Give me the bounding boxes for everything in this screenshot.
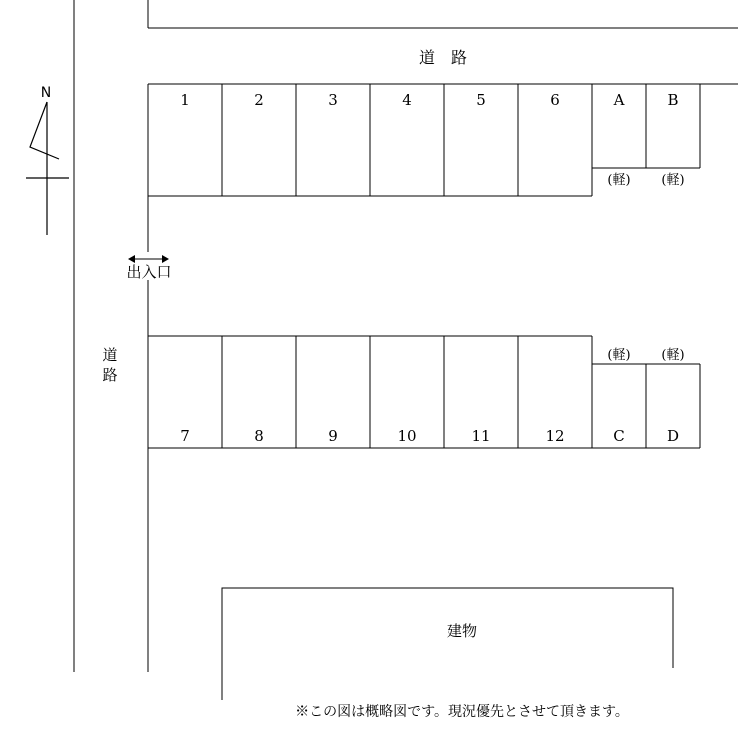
top-row-spaces	[148, 84, 592, 196]
entrance-label: 出入口	[126, 263, 172, 281]
space-9-label: 9	[328, 427, 338, 445]
entrance-arrow-left-icon	[128, 255, 135, 263]
space-a-label: A	[613, 91, 625, 109]
top-road-label: 道 路	[418, 48, 468, 67]
space-b-kei-label: (軽)	[661, 173, 685, 188]
space-12-label: 12	[545, 427, 565, 445]
entrance-arrow-right-icon	[162, 255, 169, 263]
space-a-kei-label: (軽)	[607, 173, 631, 188]
space-d-kei-label: (軽)	[661, 348, 685, 363]
space-d-label: D	[666, 427, 680, 445]
space-c-label: C	[613, 427, 625, 445]
building	[222, 588, 673, 700]
space-c-kei-label: (軽)	[607, 348, 631, 363]
north-label: N	[40, 85, 52, 101]
space-4-label: 4	[402, 91, 412, 109]
space-b-label: B	[667, 91, 679, 109]
left-road-label-1: 道	[102, 346, 118, 364]
space-7-label: 7	[180, 427, 190, 445]
disclaimer-note: ※この図は概略図です。現況優先とさせて頂きます。	[295, 704, 629, 720]
space-6-label: 6	[550, 91, 560, 109]
top-kei-spaces	[592, 84, 700, 188]
left-road-label-2: 路	[102, 366, 118, 384]
entrance	[126, 255, 171, 281]
space-8-label: 8	[254, 427, 264, 445]
space-5-label: 5	[476, 91, 486, 109]
building-label: 建物	[446, 622, 478, 640]
space-3-label: 3	[328, 91, 338, 109]
bottom-kei-spaces	[592, 347, 700, 448]
north-arrow-icon	[26, 85, 69, 235]
space-2-label: 2	[254, 91, 264, 109]
space-10-label: 10	[397, 427, 417, 445]
space-11-label: 11	[471, 427, 491, 445]
space-1-label: 1	[180, 91, 190, 109]
